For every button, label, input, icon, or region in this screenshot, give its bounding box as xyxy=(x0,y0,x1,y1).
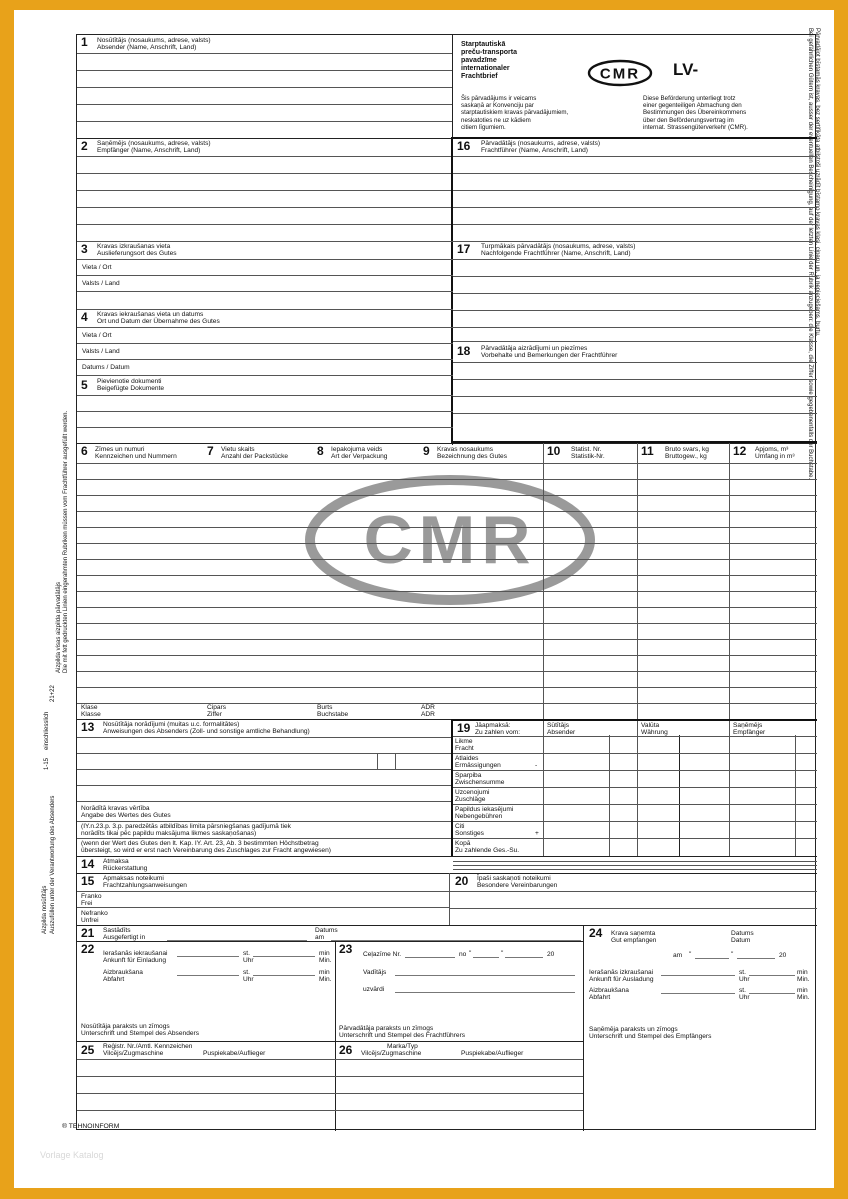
adr-class-de: Klasse xyxy=(81,711,101,718)
box-4-place-label: Vieta / Ort xyxy=(82,332,112,339)
box-24-arr-h-de: Uhr xyxy=(739,976,750,983)
box-23-year: 20 xyxy=(547,951,555,958)
adr-class-lv: Klase xyxy=(81,704,98,711)
box-25-label: Reģistr. Nr./Amtl. Kennzeichen xyxy=(103,1043,193,1050)
box-24-quote-open: " xyxy=(689,951,692,958)
box-24-dep-h-lv: st. xyxy=(739,987,746,994)
box-8-label-de: Art der Verpackung xyxy=(331,453,388,460)
declared-value-de: Angabe des Wertes des Gutes xyxy=(81,812,171,819)
box-1-label-lv: Nosūtītājs (nosaukums, adrese, valsts) xyxy=(97,37,211,44)
box-19-label-de: Zu zahlen vom: xyxy=(475,729,521,736)
note-de-line-2: einer gegenteiligen Abmachung den xyxy=(643,102,742,110)
box-4-date-label: Datums / Datum xyxy=(82,364,130,371)
cmr-watermark-text: CMR xyxy=(363,502,537,578)
note-lv-line-3: starptautiskiem kravas pārvadājumiem, xyxy=(461,109,569,117)
box-22-dep-h-de: Uhr xyxy=(243,976,254,983)
box-16-label-lv: Pārvadātājs (nosaukums, adrese, valsts) xyxy=(481,140,601,147)
box-15-label-de: Frachtzahlungsanweisungen xyxy=(103,882,187,889)
box-23-quote-open: " xyxy=(469,950,472,957)
charge-row-2-lv: Atlaides xyxy=(455,755,479,762)
box-21-label-lv: Sastādīts xyxy=(103,927,131,934)
payer-sender-de: Absender xyxy=(547,729,576,736)
box-24-date-de: Datum xyxy=(731,937,751,944)
box-22-arr-m-lv: min xyxy=(319,950,330,957)
box-7-label-de: Anzahl der Packstücke xyxy=(221,453,289,460)
charge-row-6-lv: Citi xyxy=(455,823,465,830)
box-22-dep-m-de: Min. xyxy=(319,976,332,983)
box-24-arr-h-lv: st. xyxy=(739,969,746,976)
charge-row-3-de: Zwischensumme xyxy=(455,779,505,786)
box-20-number: 20 xyxy=(455,874,469,888)
box-24-arrival-lv: Ierašanās izkraušanai xyxy=(589,969,654,976)
box-20-label-de: Besondere Vereinbarungen xyxy=(477,882,558,889)
adr-label-1: ADR xyxy=(421,704,435,711)
note-lv-line-1: Šis pārvadājums ir veicams xyxy=(461,95,537,102)
box-22-sign-de: Unterschrift und Stempel des Absenders xyxy=(81,1030,200,1037)
box-10-label-lv: Statist. Nr. xyxy=(571,446,602,453)
non-franco-lv: Nefranko xyxy=(81,910,108,917)
box-2-label-lv: Saņēmējs (nosaukums, adrese, valsts) xyxy=(97,140,211,147)
note-de-line-4: über den Beförderungsvertrag im xyxy=(643,116,734,124)
box-3-label-lv: Kravas izkraušanas vieta xyxy=(97,243,171,250)
box-15-number: 15 xyxy=(81,874,95,888)
title-line-5: Frachtbrief xyxy=(461,73,498,80)
box-5-number: 5 xyxy=(81,378,88,392)
box-16-frame xyxy=(451,137,817,443)
franco-de: Frei xyxy=(81,900,93,907)
box-24-label-lv: Krava saņemta xyxy=(611,930,656,937)
box-12-label-lv: Apjoms, m³ xyxy=(755,446,789,453)
box-24-arrival-de: Ankunft für Ausladung xyxy=(589,976,654,983)
minus-sign: - xyxy=(535,762,538,769)
box-25-number: 25 xyxy=(81,1043,95,1057)
box-4-label-de: Ort und Datum der Übernahme des Gutes xyxy=(97,318,220,325)
charge-row-1-lv: Likme xyxy=(455,738,473,745)
box-6-label-de: Kennzeichen und Nummern xyxy=(95,453,177,460)
value-note-4: übersteigt, so wird er erst nach Vereinbarung des Zuschlages zur Fracht angewiesen) xyxy=(81,847,331,854)
box-9-label-lv: Kravas nosaukums xyxy=(437,446,494,453)
box-22-arr-h-lv: st. xyxy=(243,950,250,957)
box-4-number: 4 xyxy=(81,310,88,324)
charge-row-7-lv: Kopā xyxy=(455,840,471,847)
box-5-label-de: Beigefügte Dokumente xyxy=(97,385,165,392)
box-23-sign-de: Unterschrift und Stempel des Frachtführers xyxy=(339,1032,466,1039)
box-26-number: 26 xyxy=(339,1043,353,1057)
note-lv-line-2: saskaņā ar Konvenciju par xyxy=(461,102,534,110)
payer-consignee-lv: Saņēmējs xyxy=(733,722,763,729)
box-17-number: 17 xyxy=(457,242,471,256)
currency-lv: Valūta xyxy=(641,722,660,729)
form-title xyxy=(461,41,517,81)
box-10-label-de: Statistik-Nr. xyxy=(571,453,605,460)
adr-label-2: ADR xyxy=(421,711,435,718)
box-24-sign-de: Unterschrift und Stempel des Empfängers xyxy=(589,1033,712,1040)
box-22-arr-m-de: Min. xyxy=(319,957,332,964)
franco-lv: Franko xyxy=(81,893,102,900)
box-7-label-lv: Vietu skaits xyxy=(221,446,255,453)
cmr-form-sheet xyxy=(14,10,834,1188)
box-14-number: 14 xyxy=(81,857,95,871)
title-line-1: Starptautiskā xyxy=(461,41,506,48)
box-22-dep-m-lv: min xyxy=(319,969,330,976)
convention-note-de xyxy=(643,95,748,131)
box-7-number: 7 xyxy=(207,444,214,458)
adr-letter-de: Buchstabe xyxy=(317,711,349,718)
charge-row-4-de: Zuschläge xyxy=(455,796,486,803)
box-20-label-lv: Īpaši saskaņoti noteikumi xyxy=(477,875,551,882)
box-23-waybill-label: Ceļazīme Nr. xyxy=(363,951,402,958)
adr-letter-lv: Burts xyxy=(317,704,333,711)
box-18-label-de: Vorbehalte und Bemerkungen der Frachtführer xyxy=(481,352,618,359)
box-24-year: 20 xyxy=(779,952,787,959)
box-12-label-de: Umfang in m³ xyxy=(755,453,795,460)
charge-row-2-de: Ermässigungen xyxy=(455,762,501,769)
side-note-inclusive: einschliesslich xyxy=(44,711,50,750)
box-22-departure-de: Abfahrt xyxy=(103,976,125,983)
box-6-number: 6 xyxy=(81,444,88,458)
side-note-range-1-15: 1-15 xyxy=(44,757,50,770)
box-21-number: 21 xyxy=(81,926,95,940)
value-note-2: norādīts tikai pēc papildu maksājuma likmes saskaņošanas) xyxy=(81,830,257,837)
publisher-mark: ® TEHNOINFORM xyxy=(62,1123,120,1130)
box-25-tractor: Vilcējs/Zugmaschine xyxy=(103,1050,164,1057)
box-22-departure-lv: Aizbraukšana xyxy=(103,969,143,976)
box-3-place-label: Vieta / Ort xyxy=(82,264,112,271)
box-18-label-lv: Pārvadātāja aizrādījumi un piezīmes xyxy=(481,345,588,352)
box-13-number: 13 xyxy=(81,720,95,734)
cmr-form xyxy=(76,34,816,1130)
box-9-label-de: Bezeichnung des Gutes xyxy=(437,453,508,460)
cmr-logo xyxy=(587,59,653,87)
plus-sign: + xyxy=(535,830,539,837)
charge-row-5-lv: Papildus iekasējumi xyxy=(455,806,514,813)
side-note-sender-responsibility: Auszufüllen unter der Verantwortung des Absenders xyxy=(50,795,56,934)
box-13-label-lv: Nosūtītāja norādījumi (muitas u.c. formalitātes) xyxy=(103,721,240,728)
box-13-label-de: Anweisungen des Absenders (Zoll- und sonstige amtliche Behandlung) xyxy=(103,728,310,735)
side-note-dangerous-goods-lv: Pārvadājot bīstamās kravas, bez sertifikāta atbilstoši uzrādīt bīstamo kravas klasi, ciparu un, ja nepieciešams, burtu. xyxy=(814,28,820,337)
box-24-dep-h-de: Uhr xyxy=(739,994,750,1001)
box-1-label-de: Absender (Name, Anschrift, Land) xyxy=(97,44,197,51)
title-line-3: pavadzīme xyxy=(461,57,497,64)
box-10-number: 10 xyxy=(547,444,561,458)
box-22-arrival-lv: Ierašanās iekraušanai xyxy=(103,950,168,957)
value-note-3: (wenn der Wert des Gutes den lt. Kap. IY. Art. 23, Ab. 3 bestimmten Höchstbetrag xyxy=(81,840,319,847)
currency-de: Währung xyxy=(641,729,668,736)
box-11-label-lv: Bruto svars, kg xyxy=(665,446,709,453)
title-line-4: internationaler xyxy=(461,65,510,72)
box-24-sign-lv: Saņēmēja paraksts un zīmogs xyxy=(589,1026,678,1033)
charge-row-6-de: Sonstiges xyxy=(455,830,484,837)
box-22-arr-h-de: Uhr xyxy=(243,957,254,964)
side-note-bold-lines: Die mit fett gedruckten Linien eingerahmten Rubriken müssen vom Frachtführer ausgefüllt werden. xyxy=(63,410,69,673)
box-8-label-lv: Iepakojuma veids xyxy=(331,446,383,453)
title-line-2: preču-transporta xyxy=(461,49,518,56)
charge-row-7-de: Zu zahlende Ges.-Su. xyxy=(455,847,520,854)
non-franco-de: Unfrei xyxy=(81,917,99,924)
box-4-label-lv: Kravas iekraušanas vieta un datums xyxy=(97,311,204,318)
note-lv-line-4: neskatoties ne uz kādiem xyxy=(461,116,531,124)
side-note-range-21-22: 21+22 xyxy=(50,685,56,702)
box-23-sign-lv: Pārvadātāja paraksts un zīmogs xyxy=(339,1025,434,1032)
box-8-number: 8 xyxy=(317,444,324,458)
value-note-1: (IY.n.23.p. 3.p. paredzētās atbildības limita pārsniegšanas gadījumā tiek xyxy=(81,823,291,830)
box-24-departure-lv: Aizbraukšana xyxy=(589,987,629,994)
box-17-label-lv: Turpmākais pārvadātājs (nosaukums, adrese, valsts) xyxy=(481,243,636,250)
box-12-number: 12 xyxy=(733,444,747,458)
box-1-number: 1 xyxy=(81,35,88,49)
watermark-text: Vorlage Katalog xyxy=(40,1150,104,1160)
side-note-carrier-fill: Aizpilda visas aizpilda pārvadātājs xyxy=(56,581,62,673)
side-note-sender-fill: Aizpilda nosūtītājs xyxy=(42,885,48,934)
box-19-number: 19 xyxy=(457,721,471,735)
box-26-label: Marka/Typ xyxy=(387,1043,418,1050)
box-15-label-lv: Apmaksas noteikumi xyxy=(103,875,164,882)
box-16-label-de: Frachtführer (Name, Anschrift, Land) xyxy=(481,147,589,154)
box-24-arr-m-lv: min xyxy=(797,969,808,976)
box-24-dep-m-de: Min. xyxy=(797,994,810,1001)
box-11-label-de: Bruttogew., kg xyxy=(665,453,707,460)
box-16-number: 16 xyxy=(457,139,471,153)
box-21-date-lv: Datums xyxy=(315,927,338,934)
box-24-quote-close: " xyxy=(731,951,734,958)
box-2-number: 2 xyxy=(81,139,88,153)
box-18-number: 18 xyxy=(457,344,471,358)
box-14-label-de: Rückerstattung xyxy=(103,865,148,872)
box-21-label-de: Ausgefertigt in xyxy=(103,934,146,941)
payer-consignee-de: Empfänger xyxy=(733,729,766,736)
box-22-number: 22 xyxy=(81,942,95,956)
box-6-label-lv: Zīmes un numuri xyxy=(95,446,145,453)
note-de-line-5: internat. Strassengüterverkehr (CMR). xyxy=(643,123,748,131)
box-22-arrival-de: Ankunft für Einladung xyxy=(103,957,167,964)
convention-note-lv xyxy=(461,95,568,131)
charge-row-5-de: Nebengebühren xyxy=(455,813,503,820)
box-17-label-de: Nachfolgende Frachtführer (Name, Anschrift, Land) xyxy=(481,250,631,257)
box-22-dep-h-lv: st. xyxy=(243,969,250,976)
note-de-line-1: Diese Beförderung unterliegt trotz xyxy=(643,95,736,102)
box-14-label-lv: Atmaksa xyxy=(103,858,129,865)
box-2-label-de: Empfänger (Name, Anschrift, Land) xyxy=(97,147,201,154)
box-24-departure-de: Abfahrt xyxy=(589,994,611,1001)
box-26-trailer: Puspiekabe/Auflieger xyxy=(461,1050,524,1057)
adr-digit-lv: Cipars xyxy=(207,704,227,711)
box-3-number: 3 xyxy=(81,242,88,256)
charge-row-1-de: Fracht xyxy=(455,745,474,752)
box-25-trailer: Puspiekabe/Auflieger xyxy=(203,1050,266,1057)
box-4-country-label: Valsts / Land xyxy=(82,348,120,355)
box-24-dep-m-lv: min xyxy=(797,987,808,994)
adr-digit-de: Ziffer xyxy=(207,711,222,718)
box-23-name-label: uzvārdi xyxy=(363,986,385,993)
note-lv-line-5: citiem līgumiem. xyxy=(461,123,506,131)
box-24-am: am xyxy=(673,952,683,959)
box-22-sign-lv: Nosūtītāja paraksts un zīmogs xyxy=(81,1023,170,1030)
declared-value-lv: Norādītā kravas vērtība xyxy=(81,805,150,812)
box-3-country-label: Valsts / Land xyxy=(82,280,120,287)
box-24-date-lv: Datums xyxy=(731,930,754,937)
box-24-number: 24 xyxy=(589,926,603,940)
box-23-number: 23 xyxy=(339,942,353,956)
box-23-no-label: no xyxy=(459,951,467,958)
box-19-label-lv: Jāapmaksā: xyxy=(475,722,511,729)
charge-row-3-lv: Sparpiba xyxy=(455,772,482,779)
box-26-tractor: Vilcējs/Zugmaschine xyxy=(361,1050,422,1057)
side-note-dangerous-goods-de: Bei gefährlichen Gütern ist, ausser der eventuellen Bescheinigung, auf der letzten Linie der Rubrik anzugeben: die Klasse, die Ziffer sowie gegebenenfalls der Buchstabe. xyxy=(807,28,813,480)
box-24-label-de: Gut empfangen xyxy=(611,937,657,944)
box-9-number: 9 xyxy=(423,444,430,458)
charge-row-4-lv: Uzcenojumi xyxy=(455,789,490,796)
box-3-label-de: Auslieferungsort des Gutes xyxy=(97,250,177,257)
cmr-logo-text: CMR xyxy=(599,65,641,83)
box-23-driver-label: Vadītājs xyxy=(363,969,387,976)
payer-sender-lv: Sūtītājs xyxy=(547,722,569,729)
box-24-arr-m-de: Min. xyxy=(797,976,810,983)
note-de-line-3: Bestimmungen des Übereinkommens xyxy=(643,109,747,117)
country-prefix: LV- xyxy=(673,60,699,79)
box-11-number: 11 xyxy=(641,444,654,458)
box-5-label-lv: Pievienotie dokumenti xyxy=(97,378,162,385)
box-23-quote-close: " xyxy=(501,950,504,957)
box-21-date-de: am xyxy=(315,934,325,941)
